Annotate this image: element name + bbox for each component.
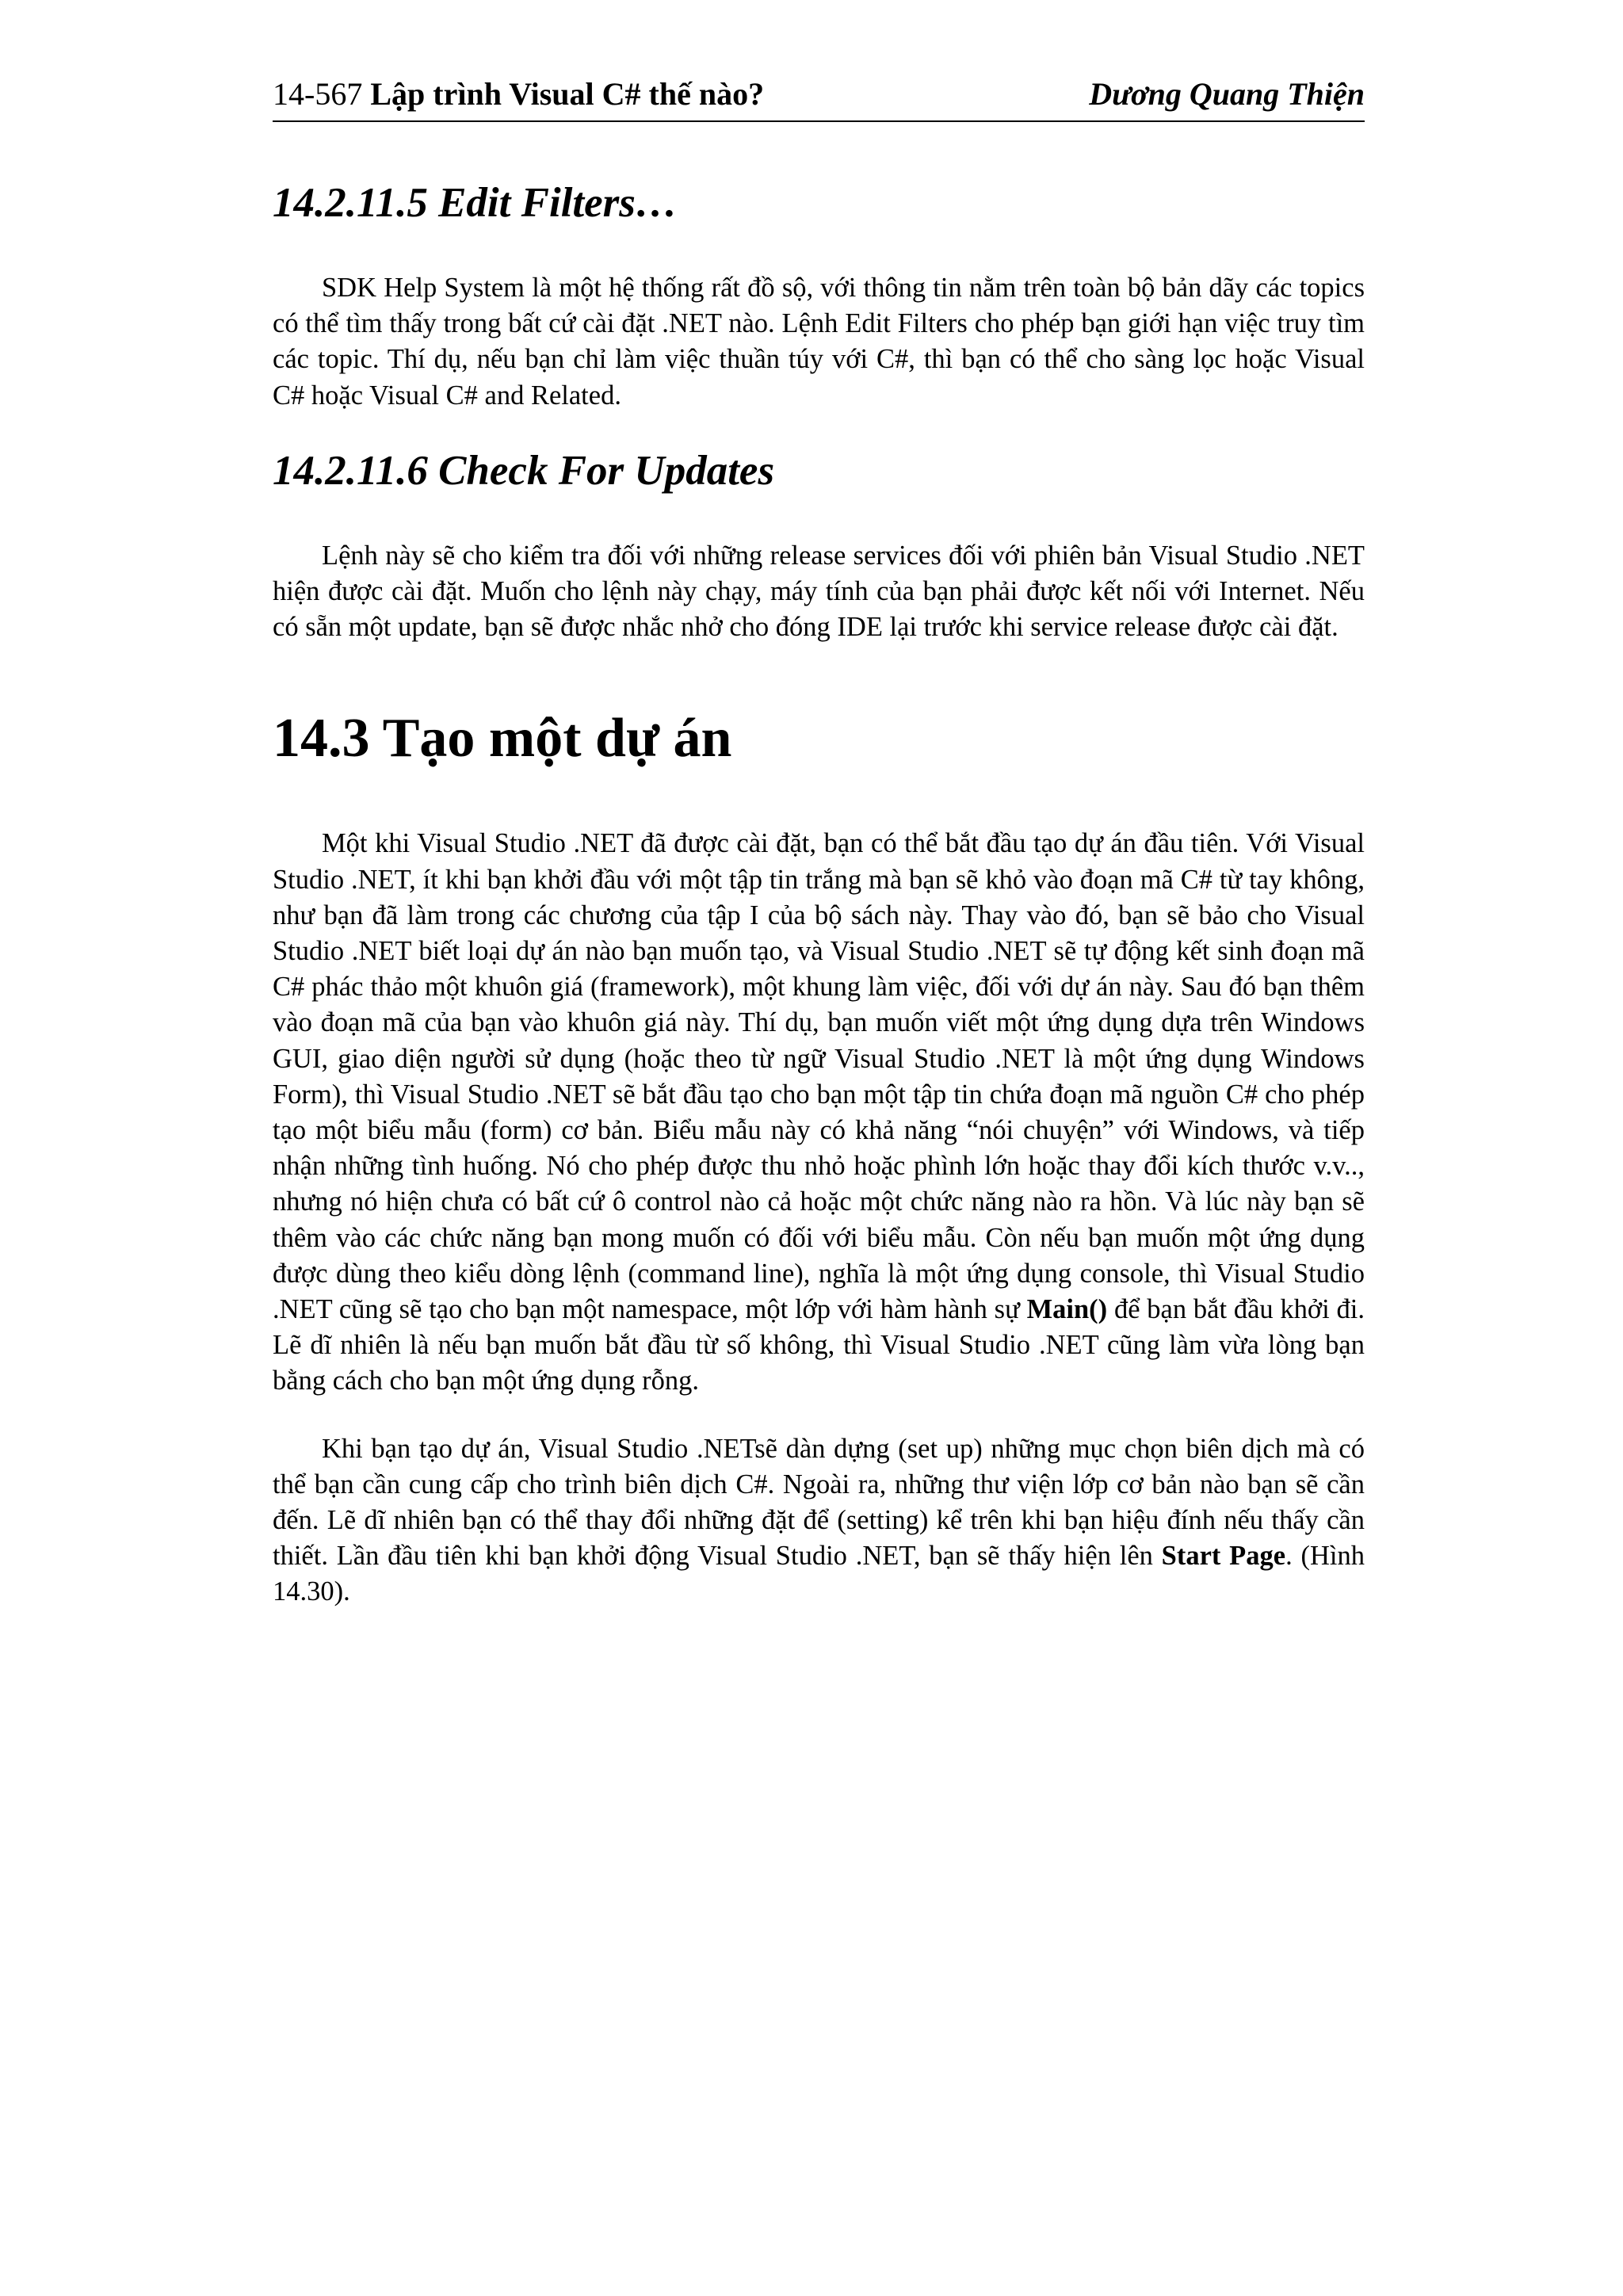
paragraph-2-text-a: Khi bạn tạo dự án, Visual Studio .NETsẽ dàn dựng (set up) những mục chọn biên dịch mà có thể bạn cần cung cấp cho trình biên dịch C#. Ngoài ra, những thư viện lớp cơ bản nào bạn sẽ cần đến. Lẽ dĩ nhiên bạn có thể thay đổi những đặt để (setting) kể trên khi bạn hiệu đính nếu thấy cần thiết. Lần đầu tiên khi bạn khởi động Visual Studio .NET, bạn sẽ thấy hiện lên	[273, 1433, 1365, 1572]
paragraph-edit-filters: SDK Help System là một hệ thống rất đồ sộ, với thông tin nằm trên toàn bộ bản dãy các topics có thể tìm thấy trong bất cứ cài đặt .NET nào. Lệnh Edit Filters cho phép bạn giới hạn việc truy tìm các topic. Thí dụ, nếu bạn chỉ làm việc thuần túy với C#, thì bạn có thể cho sàng lọc hoặc Visual C# hoặc Visual C# and Related.	[273, 273, 1365, 411]
paragraph-2-text-b: . (Hình 14.30).	[273, 1541, 1365, 1607]
main-method-name: Main()	[1026, 1294, 1108, 1325]
author-name: Dương Quang Thiện	[1089, 76, 1365, 112]
paragraph-1-text-a: Một khi Visual Studio .NET đã được cài đặt, bạn có thể bắt đầu tạo dự án đầu tiên. Với Visual Studio .NET, ít khi bạn khởi đầu với một tập tin trắng mà bạn sẽ khỏ vào đoạn mã C# từ tay không, như bạn đã làm trong các chương của tập I của bộ sách này. Thay vào đó, bạn sẽ bảo cho Visual Studio .NET biết loại dự án nào bạn muốn tạo, và Visual Studio .NET sẽ tự động kết sinh đoạn mã C# phác thảo một khuôn giá (framework), một khung làm việc, đối với dự án này. Sau đó bạn thêm vào đoạn mã của bạn vào khuôn giá này. Thí dụ, bạn muốn viết một ứng dụng dựa trên Windows GUI, giao diện người sử dụng (hoặc theo từ ngữ Visual Studio .NET là một ứng dụng Windows Form), thì Visual Studio .NET sẽ bắt đầu tạo cho bạn một tập tin chứa đoạn mã nguồn C# cho phép tạo một biểu mẫu (form) cơ bản. Biểu mẫu này có khả năng “nói chuyện” với Windows, và tiếp nhận những tình huống. Nó cho phép được thu nhỏ hoặc phình lớn hoặc thay đổi kích thước v.v.., nhưng nó hiện chưa có bất cứ ô control nào cả hoặc một chức năng nào ra hồn. Và lúc này bạn sẽ thêm vào các chức năng bạn mong muốn có đối với biểu mẫu. Còn nếu bạn muốn một ứng dụng được dùng theo kiểu dòng lệnh (command line), nghĩa là một ứng dụng console, thì Visual Studio .NET cũng sẽ tạo cho bạn một namespace, một lớp với hàm hành sự	[273, 828, 1365, 1325]
header-left	[273, 73, 764, 116]
book-title: Lập trình Visual C# thế nào?	[370, 76, 765, 112]
heading-check-for-updates: 14.2.11.6 Check For Updates	[273, 447, 775, 494]
paragraph-create-project-1	[273, 826, 1365, 1399]
heading-edit-filters: 14.2.11.5 Edit Filters…	[273, 180, 678, 226]
paragraph-create-project-2	[273, 1431, 1365, 1610]
running-header	[273, 73, 1365, 122]
start-page-term: Start Page	[1161, 1541, 1286, 1572]
paragraph-1-text-b: để bạn bắt đầu khởi đi. Lẽ dĩ nhiên là nếu bạn muốn bắt đầu từ số không, thì Visual Studio .NET cũng làm vừa lòng bạn bằng cách cho bạn một ứng dụng rỗng.	[273, 1294, 1365, 1396]
heading-create-project: 14.3 Tạo một dự án	[273, 708, 732, 770]
document-page	[273, 73, 1365, 1610]
page-number: 14-567	[273, 76, 363, 112]
paragraph-check-for-updates: Lệnh này sẽ cho kiểm tra đối với những release services đối với phiên bản Visual Studio .NET hiện được cài đặt. Muốn cho lệnh này chạy, máy tính của bạn phải được kết nối với Internet. Nếu có sẵn một update, bạn sẽ được nhắc nhở cho đóng IDE lại trước khi service release được cài đặt.	[273, 540, 1365, 643]
